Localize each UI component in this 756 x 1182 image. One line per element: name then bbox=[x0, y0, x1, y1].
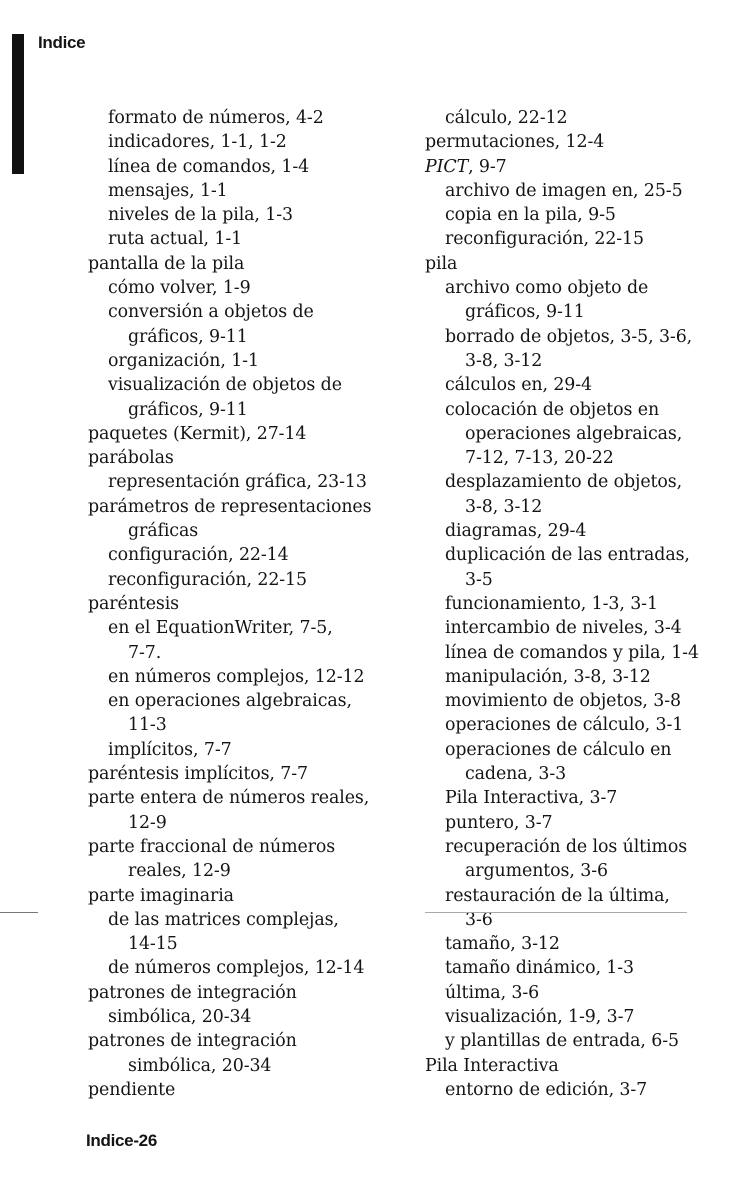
index-continuation: 12-9 bbox=[128, 812, 167, 833]
index-heading: parábolas bbox=[88, 448, 174, 469]
index-column-right bbox=[425, 106, 747, 1102]
index-heading: patrones de integración bbox=[88, 982, 297, 1003]
index-heading: paquetes (Kermit), 27-14 bbox=[88, 423, 307, 444]
index-continuation: gráficos, 9-11 bbox=[465, 302, 585, 323]
index-subentry: línea de comandos, 1-4 bbox=[108, 156, 310, 177]
index-subentry: visualización de objetos de bbox=[108, 375, 342, 396]
index-subentry: organización, 1-1 bbox=[108, 350, 259, 371]
index-subentry: puntero, 3-7 bbox=[445, 812, 553, 833]
index-heading: parte fraccional de números bbox=[88, 836, 336, 857]
index-subentry: colocación de objetos en bbox=[445, 399, 660, 420]
index-continuation: gráficos, 9-11 bbox=[128, 399, 248, 420]
index-subentry: última, 3-6 bbox=[445, 982, 540, 1003]
index-subentry: visualización, 1-9, 3-7 bbox=[445, 1006, 635, 1027]
index-heading: parámetros de representaciones bbox=[88, 496, 372, 517]
index-heading: permutaciones, 12-4 bbox=[425, 132, 605, 153]
index-heading: pendiente bbox=[88, 1079, 176, 1100]
index-continuation: 7-7. bbox=[128, 642, 162, 663]
index-continuation: simbólica, 20-34 bbox=[128, 1055, 272, 1076]
index-subentry: de las matrices complejas, bbox=[108, 909, 339, 930]
index-subentry: desplazamiento de objetos, bbox=[445, 472, 683, 493]
index-subentry: borrado de objetos, 3-5, 3-6, bbox=[445, 326, 693, 347]
index-continuation: operaciones algebraicas, bbox=[465, 423, 683, 444]
index-heading: patrones de integración bbox=[88, 1031, 297, 1052]
index-subentry: cálculo, 22-12 bbox=[445, 108, 568, 128]
page-folio: Indice-26 bbox=[86, 1131, 157, 1150]
index-subentry: cómo volver, 1-9 bbox=[108, 278, 251, 299]
thumb-index-tab bbox=[12, 34, 24, 174]
index-subentry: intercambio de niveles, 3-4 bbox=[445, 618, 682, 639]
index-subentry: archivo como objeto de bbox=[445, 278, 649, 299]
index-subentry: mensajes, 1-1 bbox=[108, 180, 228, 201]
index-subentry: niveles de la pila, 1-3 bbox=[108, 205, 293, 226]
index-subentry: en números complejos, 12-12 bbox=[108, 666, 365, 687]
index-subentry: diagramas, 29-4 bbox=[445, 521, 587, 542]
index-subentry: en operaciones algebraicas, bbox=[108, 691, 352, 712]
index-subentry: entorno de edición, 3-7 bbox=[445, 1079, 648, 1100]
index-subentry: operaciones de cálculo, 3-1 bbox=[445, 715, 684, 736]
index-heading: parte entera de números reales, bbox=[88, 788, 370, 809]
index-subentry: funcionamiento, 1-3, 3-1 bbox=[445, 593, 658, 614]
index-subentry: indicadores, 1-1, 1-2 bbox=[108, 132, 287, 153]
index-subentry: de números complejos, 12-14 bbox=[108, 958, 365, 979]
index-subentry: reconfiguración, 22-15 bbox=[445, 229, 644, 250]
index-subentry: configuración, 22-14 bbox=[108, 545, 289, 566]
index-continuation: 11-3 bbox=[128, 715, 167, 736]
index-continuation: 3-6 bbox=[465, 909, 493, 930]
index-subentry: ruta actual, 1-1 bbox=[108, 229, 243, 250]
index-subentry: manipulación, 3-8, 3-12 bbox=[445, 666, 651, 687]
index-subentry: en el EquationWriter, 7-5, bbox=[108, 618, 333, 639]
index-continuation: reales, 12-9 bbox=[128, 861, 231, 882]
index-column-left bbox=[88, 106, 378, 1102]
index-heading: paréntesis implícitos, 7-7 bbox=[88, 764, 308, 785]
index-subentry: representación gráfica, 23-13 bbox=[108, 472, 367, 493]
scan-rule-left bbox=[0, 912, 38, 913]
index-subentry: tamaño, 3-12 bbox=[445, 934, 560, 955]
index-subentry: movimiento de objetos, 3-8 bbox=[445, 691, 681, 712]
index-heading: parte imaginaria bbox=[88, 885, 234, 906]
index-subentry: reconfiguración, 22-15 bbox=[108, 569, 307, 590]
index-subentry: formato de números, 4-2 bbox=[108, 108, 324, 128]
index-subentry: duplicación de las entradas, bbox=[445, 545, 690, 566]
index-heading: paréntesis bbox=[88, 593, 179, 614]
index-subentry: recuperación de los últimos bbox=[445, 836, 688, 857]
index-subentry: restauración de la última, bbox=[445, 885, 670, 906]
index-continuation: 3-5 bbox=[465, 569, 493, 590]
index-heading: pila bbox=[425, 253, 458, 274]
index-subentry: y plantillas de entrada, 6-5 bbox=[445, 1031, 679, 1052]
index-continuation: gráficos, 9-11 bbox=[128, 326, 248, 347]
index-continuation: 14-15 bbox=[128, 934, 178, 955]
index-subentry: conversión a objetos de bbox=[108, 302, 314, 323]
index-heading: pantalla de la pila bbox=[88, 253, 245, 274]
index-subentry: línea de comandos y pila, 1-4 bbox=[445, 642, 699, 663]
index-subentry: copia en la pila, 9-5 bbox=[445, 205, 616, 226]
index-continuation: cadena, 3-3 bbox=[465, 764, 567, 785]
index-subentry: Pila Interactiva, 3-7 bbox=[445, 788, 618, 809]
index-heading: PICT, 9-7 bbox=[425, 156, 507, 177]
index-continuation: 3-8, 3-12 bbox=[465, 350, 543, 371]
index-subentry: simbólica, 20-34 bbox=[108, 1006, 252, 1027]
index-subentry: operaciones de cálculo en bbox=[445, 739, 672, 760]
index-subentry: tamaño dinámico, 1-3 bbox=[445, 958, 634, 979]
index-subentry: cálculos en, 29-4 bbox=[445, 375, 593, 396]
index-subentry: implícitos, 7-7 bbox=[108, 739, 232, 760]
index-heading: Pila Interactiva bbox=[425, 1055, 559, 1076]
running-head: Indice bbox=[38, 33, 86, 52]
index-continuation: argumentos, 3-6 bbox=[465, 861, 608, 882]
index-subentry: archivo de imagen en, 25-5 bbox=[445, 180, 683, 201]
index-continuation: 3-8, 3-12 bbox=[465, 496, 543, 517]
scan-rule-right bbox=[425, 912, 687, 913]
index-continuation: 7-12, 7-13, 20-22 bbox=[465, 448, 614, 469]
pict-term: PICT bbox=[425, 156, 469, 177]
index-continuation: gráficas bbox=[128, 521, 199, 542]
